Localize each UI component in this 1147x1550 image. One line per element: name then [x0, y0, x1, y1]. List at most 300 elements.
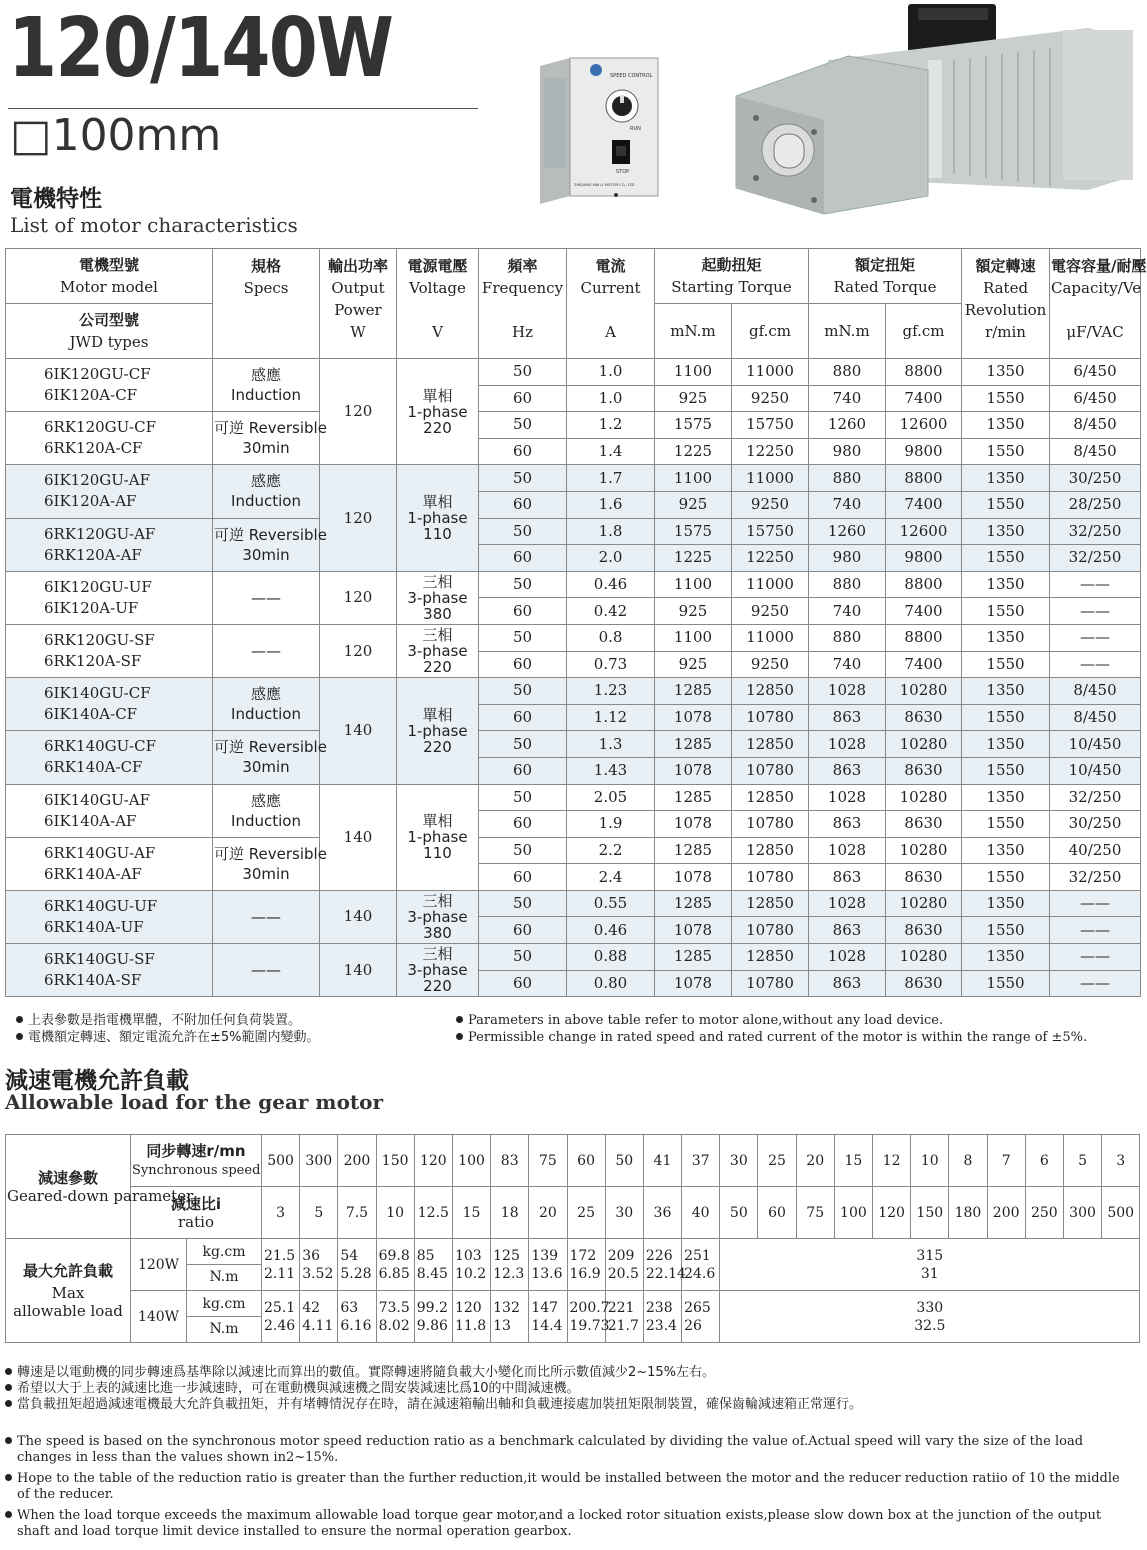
power-cell: 140 — [320, 944, 397, 997]
note2-zh-2: 希望以大于上表的減速比進一步減速時，可在電動機與減速機之間安裝減速比爲10的中間減速機。 — [17, 1381, 580, 1396]
value-cell: 1350 — [962, 731, 1050, 758]
load-kg: 25.1 — [264, 1299, 296, 1316]
value-cell: 12600 — [886, 518, 962, 545]
power-cell: 120 — [320, 359, 397, 465]
value-cell: 1260 — [809, 412, 886, 439]
value-cell: —— — [1050, 917, 1141, 944]
ratio-cell: 20 — [529, 1187, 567, 1239]
load-cell-rest — [720, 1291, 1140, 1343]
table-row — [6, 412, 1141, 439]
sync-speed-cell: 20 — [796, 1135, 834, 1187]
value-cell: 10280 — [886, 837, 962, 864]
ratio-cell: 15 — [452, 1187, 490, 1239]
ratio-cell: 200 — [987, 1187, 1025, 1239]
table-row — [6, 624, 1141, 651]
value-cell: 1350 — [962, 784, 1050, 811]
value-cell: 1550 — [962, 651, 1050, 678]
value-cell: 0.8 — [567, 624, 655, 651]
value-cell: 9250 — [732, 491, 809, 518]
spec-cell — [213, 731, 327, 784]
value-cell: 1350 — [962, 944, 1050, 971]
value-cell: 1.0 — [567, 385, 655, 412]
spec-cell — [213, 784, 320, 837]
voltage-text: 3-phase — [407, 907, 468, 926]
spec-text: 30min — [242, 864, 290, 883]
unit-kg: kg.cm — [187, 1291, 261, 1317]
value-cell: 50 — [479, 359, 567, 386]
value-cell: 12850 — [732, 837, 809, 864]
value-cell: 50 — [479, 518, 567, 545]
load-nm: 23.4 — [645, 1317, 678, 1334]
value-cell: 8630 — [886, 757, 962, 784]
value-cell: 925 — [655, 491, 732, 518]
power-cell: 120 — [320, 624, 397, 677]
ratio-cell: 36 — [643, 1187, 681, 1239]
notes2-en — [5, 1434, 1130, 1540]
value-cell: 740 — [809, 598, 886, 625]
controller-maker: ZHEJIANG MAI LI MOTOR CO., LTD — [574, 183, 635, 187]
sync-speed-cell: 5 — [1063, 1135, 1101, 1187]
load-nm: 6.85 — [378, 1265, 410, 1282]
voltage-cell — [397, 624, 479, 677]
voltage-text: 三相 — [422, 572, 453, 591]
value-cell: 0.73 — [567, 651, 655, 678]
motor-model-cell — [6, 624, 213, 677]
load-cell — [529, 1291, 567, 1343]
sync-speed-cell: 12 — [873, 1135, 911, 1187]
motor-model-cell — [6, 412, 213, 465]
load-kg: 125 — [493, 1247, 520, 1264]
value-cell: 880 — [809, 571, 886, 598]
value-cell: 60 — [479, 811, 567, 838]
load-cell — [452, 1239, 490, 1291]
load-nm: 5.28 — [340, 1265, 372, 1282]
value-cell: 980 — [809, 438, 886, 465]
value-cell: 10280 — [886, 944, 962, 971]
bullet-icon — [5, 1511, 12, 1518]
value-cell: 1350 — [962, 837, 1050, 864]
motor-model-cell — [6, 359, 213, 412]
value-cell: 50 — [479, 890, 567, 917]
load-kg: 265 — [684, 1299, 711, 1316]
load-nm: 2.11 — [264, 1265, 296, 1282]
table-row — [6, 518, 1141, 545]
load-kg: 99.2 — [416, 1299, 448, 1316]
voltage-text: 單相 — [422, 386, 453, 405]
load-nm: 19.73 — [569, 1317, 610, 1334]
load-nm: 13 — [493, 1317, 511, 1334]
value-cell: 1550 — [962, 438, 1050, 465]
voltage-text: 三相 — [422, 945, 453, 964]
load-cell — [262, 1239, 300, 1291]
value-cell: 1.8 — [567, 518, 655, 545]
table-row — [6, 359, 1141, 386]
value-cell: 1028 — [809, 678, 886, 705]
model-name: 6RK120A-AF — [44, 545, 142, 564]
value-cell: 1100 — [655, 571, 732, 598]
value-cell: 8/450 — [1050, 412, 1141, 439]
value-cell: 9250 — [732, 598, 809, 625]
frame-size: □100mm — [10, 110, 222, 161]
load-kg: 226 — [645, 1247, 673, 1264]
value-cell: 8800 — [886, 465, 962, 492]
model-name: 6IK120GU-CF — [44, 365, 151, 384]
controller-stop: STOP — [616, 169, 630, 175]
voltage-cell — [397, 359, 479, 465]
value-cell: 1.0 — [567, 359, 655, 386]
col-company-model: 公司型號 JWD types — [6, 304, 213, 359]
value-cell: —— — [1050, 651, 1141, 678]
note2-zh-3: 當負載扭矩超過減速電機最大允許負載扭矩，并有堵轉情況存在時，請在減速箱輸出軸和負載連接處加裝扭矩限制裝置，確保齒輪減速箱正常運行。 — [17, 1397, 863, 1412]
value-cell: 2.0 — [567, 545, 655, 572]
value-cell: 1550 — [962, 545, 1050, 572]
ratio-cell: 50 — [720, 1187, 758, 1239]
value-cell: 1225 — [655, 545, 732, 572]
value-cell: 8800 — [886, 571, 962, 598]
load-nm: 20.5 — [607, 1265, 639, 1282]
table-row — [6, 678, 1141, 705]
value-cell: 30/250 — [1050, 811, 1141, 838]
load-nm: 26 — [684, 1317, 702, 1334]
value-cell: 10/450 — [1050, 757, 1141, 784]
value-cell: —— — [1050, 944, 1141, 971]
load-cell — [567, 1239, 605, 1291]
col-rated-torque: 額定扭矩 Rated Torque — [809, 249, 962, 304]
value-cell: 1350 — [962, 465, 1050, 492]
value-cell: 8630 — [886, 811, 962, 838]
table-row — [6, 837, 1141, 864]
value-cell: —— — [1050, 571, 1141, 598]
note-en-2: Permissible change in rated speed and rated current of the motor is within the range of ±5%. — [468, 1030, 1088, 1045]
table-row — [6, 465, 1141, 492]
ratio-cell: 180 — [949, 1187, 987, 1239]
voltage-text: 110 — [423, 525, 452, 544]
load-nm: 8.02 — [378, 1317, 410, 1334]
value-cell: 7400 — [886, 385, 962, 412]
load-cell — [605, 1291, 643, 1343]
value-cell: 1285 — [655, 890, 732, 917]
value-cell: —— — [1050, 970, 1141, 997]
value-cell: 8/450 — [1050, 704, 1141, 731]
unit-cell — [187, 1291, 262, 1343]
note-zh-2: 電機額定轉速、額定電流允許在±5%範圍内變動。 — [28, 1030, 320, 1045]
sync-speed-cell: 500 — [262, 1135, 300, 1187]
value-cell: 1550 — [962, 385, 1050, 412]
load-cell — [262, 1291, 300, 1343]
load-cell — [414, 1291, 452, 1343]
value-cell: 50 — [479, 624, 567, 651]
spec-text: —— — [251, 588, 281, 607]
model-name: 6IK120A-CF — [44, 386, 138, 405]
value-cell: 2.05 — [567, 784, 655, 811]
value-cell: 1.2 — [567, 412, 655, 439]
value-cell: 10780 — [732, 704, 809, 731]
value-cell: 1260 — [809, 518, 886, 545]
value-cell: 1078 — [655, 704, 732, 731]
value-cell: 1550 — [962, 970, 1050, 997]
value-cell: 12600 — [886, 412, 962, 439]
col-model: 電機型號 Motor model — [6, 249, 213, 304]
value-cell: 1028 — [809, 944, 886, 971]
load-cell — [338, 1239, 376, 1291]
motor-model-cell — [6, 944, 213, 997]
load-cell — [605, 1239, 643, 1291]
value-cell: 1285 — [655, 784, 732, 811]
spec-text: —— — [251, 907, 281, 926]
ratio-cell: 250 — [1025, 1187, 1063, 1239]
value-cell: 1550 — [962, 757, 1050, 784]
value-cell: 1.6 — [567, 491, 655, 518]
spec-text: —— — [251, 642, 281, 661]
load-kg: 69.8 — [378, 1247, 410, 1264]
value-cell: 1350 — [962, 359, 1050, 386]
value-cell: 60 — [479, 864, 567, 891]
load-row — [6, 1239, 1140, 1291]
table-row — [6, 784, 1141, 811]
col-current: 電流 Current A — [567, 249, 655, 359]
voltage-text: 三相 — [422, 626, 453, 645]
table-row — [6, 731, 1141, 758]
sync-speed-cell: 3 — [1102, 1135, 1140, 1187]
model-name: 6RK140GU-SF — [44, 950, 155, 969]
motor-model-cell — [6, 890, 213, 943]
value-cell: 7400 — [886, 598, 962, 625]
load-nm: 21.7 — [607, 1317, 639, 1334]
value-cell: 1.23 — [567, 678, 655, 705]
section-allowable-load-zh: 減速電機允許負載 — [5, 1068, 189, 1094]
max-load-zh: 最大允許負載 — [22, 1261, 113, 1280]
spec-text: Induction — [231, 386, 301, 405]
model-name: 6RK140GU-UF — [44, 896, 158, 915]
load-kg: 21.5 — [264, 1247, 296, 1264]
sync-speed-cell: 6 — [1025, 1135, 1063, 1187]
col-rated-speed: 額定轉速 Rated Revolution r/min — [962, 249, 1050, 359]
value-cell: 863 — [809, 970, 886, 997]
load-cell — [682, 1291, 720, 1343]
value-cell: 32/250 — [1050, 864, 1141, 891]
value-cell: 10780 — [732, 970, 809, 997]
note2-en-3: When the load torque exceeds the maximum allowable load torque gear motor,and a locked rotor situation exists,please slow down box at the junction of the output shaft and load torque limit device installed to ensure the normal operation gearbox. — [17, 1508, 1102, 1539]
unit-cell — [187, 1239, 262, 1291]
load-nm: 14.4 — [531, 1317, 563, 1334]
voltage-text: 3-phase — [407, 588, 468, 607]
load-kg: 120 — [454, 1299, 482, 1316]
model-name: 6IK120GU-AF — [44, 471, 150, 490]
load-nm: 13.6 — [531, 1265, 563, 1282]
ratio-cell: 30 — [605, 1187, 643, 1239]
value-cell: 925 — [655, 598, 732, 625]
col-spec: 規格 Specs — [213, 249, 320, 359]
voltage-text: 三相 — [422, 891, 453, 910]
sync-speed-cell: 100 — [452, 1135, 490, 1187]
sync-speed-cell: 300 — [300, 1135, 338, 1187]
sync-speed-cell: 7 — [987, 1135, 1025, 1187]
controller-run: RUN — [630, 126, 641, 132]
voltage-cell — [397, 465, 479, 571]
max-load-en: Max allowable load — [13, 1283, 123, 1320]
value-cell: 1350 — [962, 890, 1050, 917]
spec-text: 可逆 Reversible — [214, 525, 327, 544]
load-kg: 209 — [607, 1247, 635, 1264]
value-cell: 8630 — [886, 864, 962, 891]
voltage-text: 3-phase — [407, 961, 468, 980]
voltage-cell — [397, 571, 479, 624]
spec-cell — [213, 465, 320, 518]
value-cell: 8630 — [886, 970, 962, 997]
value-cell: 60 — [479, 491, 567, 518]
value-cell: 1550 — [962, 598, 1050, 625]
load-kg: 330 — [916, 1299, 944, 1316]
value-cell: —— — [1050, 624, 1141, 651]
load-cell — [682, 1239, 720, 1291]
sync-speed-cell: 83 — [491, 1135, 529, 1187]
bullet-icon — [16, 1016, 23, 1023]
voltage-text: 單相 — [422, 493, 453, 512]
power-label: 120W — [131, 1239, 187, 1291]
bullet-icon — [5, 1400, 12, 1407]
value-cell: 1.9 — [567, 811, 655, 838]
value-cell: 32/250 — [1050, 784, 1141, 811]
value-cell: 10280 — [886, 731, 962, 758]
ratio-cell: 500 — [1102, 1187, 1140, 1239]
value-cell: 60 — [479, 917, 567, 944]
model-name: 6IK120A-AF — [44, 492, 137, 511]
value-cell: 1350 — [962, 518, 1050, 545]
value-cell: 50 — [479, 784, 567, 811]
value-cell: 9250 — [732, 385, 809, 412]
value-cell: 1550 — [962, 811, 1050, 838]
geared-down-param-label: 減速參數 Geared-down parameter — [6, 1135, 131, 1239]
model-name: 6RK140A-SF — [44, 971, 142, 990]
value-cell: 60 — [479, 598, 567, 625]
value-cell: 925 — [655, 651, 732, 678]
voltage-cell — [397, 678, 479, 784]
value-cell: 1028 — [809, 890, 886, 917]
value-cell: 1100 — [655, 624, 732, 651]
value-cell: 1078 — [655, 970, 732, 997]
unit-start-gfcm: gf.cm — [732, 304, 809, 359]
value-cell: 11000 — [732, 359, 809, 386]
value-cell: 40/250 — [1050, 837, 1141, 864]
load-kg: 251 — [684, 1247, 711, 1264]
model-name: 6RK140A-CF — [44, 758, 143, 777]
note-en-1: Parameters in above table refer to motor alone,without any load device. — [468, 1013, 944, 1028]
sync-speed-cell: 37 — [682, 1135, 720, 1187]
load-kg: 54 — [340, 1247, 359, 1264]
model-name: 6IK140A-CF — [44, 705, 138, 724]
value-cell: 60 — [479, 545, 567, 572]
sync-speed-cell: 15 — [834, 1135, 872, 1187]
value-cell: 10780 — [732, 917, 809, 944]
load-kg: 73.5 — [378, 1299, 410, 1316]
value-cell: 8/450 — [1050, 678, 1141, 705]
value-cell: 0.55 — [567, 890, 655, 917]
spec-text: 感應 — [250, 366, 281, 385]
value-cell: 1225 — [655, 438, 732, 465]
ratio-label: 減速比i ratio — [131, 1187, 262, 1239]
spec-text: 30min — [242, 758, 290, 777]
value-cell: 0.46 — [567, 571, 655, 598]
value-cell: 1550 — [962, 704, 1050, 731]
voltage-text: 1-phase — [407, 721, 468, 740]
section-characteristics-zh: 電機特性 — [10, 186, 102, 212]
value-cell: 60 — [479, 757, 567, 784]
value-cell: 863 — [809, 864, 886, 891]
value-cell: 1.4 — [567, 438, 655, 465]
value-cell: 8800 — [886, 624, 962, 651]
model-name: 6IK140A-AF — [44, 811, 137, 830]
value-cell: 740 — [809, 385, 886, 412]
value-cell: 1100 — [655, 465, 732, 492]
load-nm: 16.9 — [569, 1265, 601, 1282]
load-cell — [491, 1291, 529, 1343]
load-kg: 103 — [454, 1247, 482, 1264]
motor-characteristics-table — [5, 248, 1147, 997]
table-row — [6, 944, 1141, 971]
load-cell — [300, 1239, 338, 1291]
value-cell: 1285 — [655, 944, 732, 971]
load-nm: 12.3 — [493, 1265, 525, 1282]
load-kg: 238 — [645, 1299, 673, 1316]
spec-cell — [213, 624, 320, 677]
value-cell: 9250 — [732, 651, 809, 678]
value-cell: 10780 — [732, 811, 809, 838]
max-load-label — [6, 1239, 131, 1343]
col-output: 輸出功率 Output Power W — [320, 249, 397, 359]
sync-speed-cell: 60 — [567, 1135, 605, 1187]
value-cell: 8630 — [886, 704, 962, 731]
notes2-zh — [5, 1365, 1130, 1413]
value-cell: 12850 — [732, 731, 809, 758]
load-cell — [491, 1239, 529, 1291]
value-cell: 30/250 — [1050, 465, 1141, 492]
table-row — [6, 571, 1141, 598]
value-cell: 1350 — [962, 678, 1050, 705]
value-cell: 880 — [809, 359, 886, 386]
value-cell: 1550 — [962, 864, 1050, 891]
value-cell: 7400 — [886, 491, 962, 518]
value-cell: 1550 — [962, 917, 1050, 944]
value-cell: 60 — [479, 651, 567, 678]
note2-en-1: The speed is based on the synchronous motor speed reduction ratio as a benchmark calculated by dividing the value of.Actual speed will vary the size of the load changes in less than the values shown in2~15%. — [17, 1434, 1084, 1465]
gear-motor-image — [728, 0, 1140, 214]
sync-speed-cell: 30 — [720, 1135, 758, 1187]
bullet-icon — [5, 1384, 12, 1391]
spec-text: —— — [251, 961, 281, 980]
value-cell: 2.2 — [567, 837, 655, 864]
sync-speed-cell: 41 — [643, 1135, 681, 1187]
model-name: 6RK120GU-CF — [44, 418, 156, 437]
sync-speed-cell: 10 — [911, 1135, 949, 1187]
note-zh-1: 上表參數是指電機單體，不附加任何負荷裝置。 — [28, 1013, 302, 1028]
load-kg: 221 — [607, 1299, 635, 1316]
value-cell: 50 — [479, 837, 567, 864]
value-cell: 0.88 — [567, 944, 655, 971]
power-cell: 120 — [320, 465, 397, 571]
notes-en — [456, 1012, 1087, 1046]
bullet-icon — [5, 1437, 12, 1444]
spec-text: 30min — [242, 439, 290, 458]
value-cell: 1350 — [962, 624, 1050, 651]
value-cell: 12250 — [732, 438, 809, 465]
voltage-text: 220 — [423, 658, 452, 677]
model-name: 6RK120A-SF — [44, 652, 142, 671]
spec-text: Induction — [231, 811, 301, 830]
model-name: 6RK120A-CF — [44, 439, 143, 458]
value-cell: 50 — [479, 412, 567, 439]
value-cell: 1285 — [655, 837, 732, 864]
voltage-cell — [397, 890, 479, 943]
